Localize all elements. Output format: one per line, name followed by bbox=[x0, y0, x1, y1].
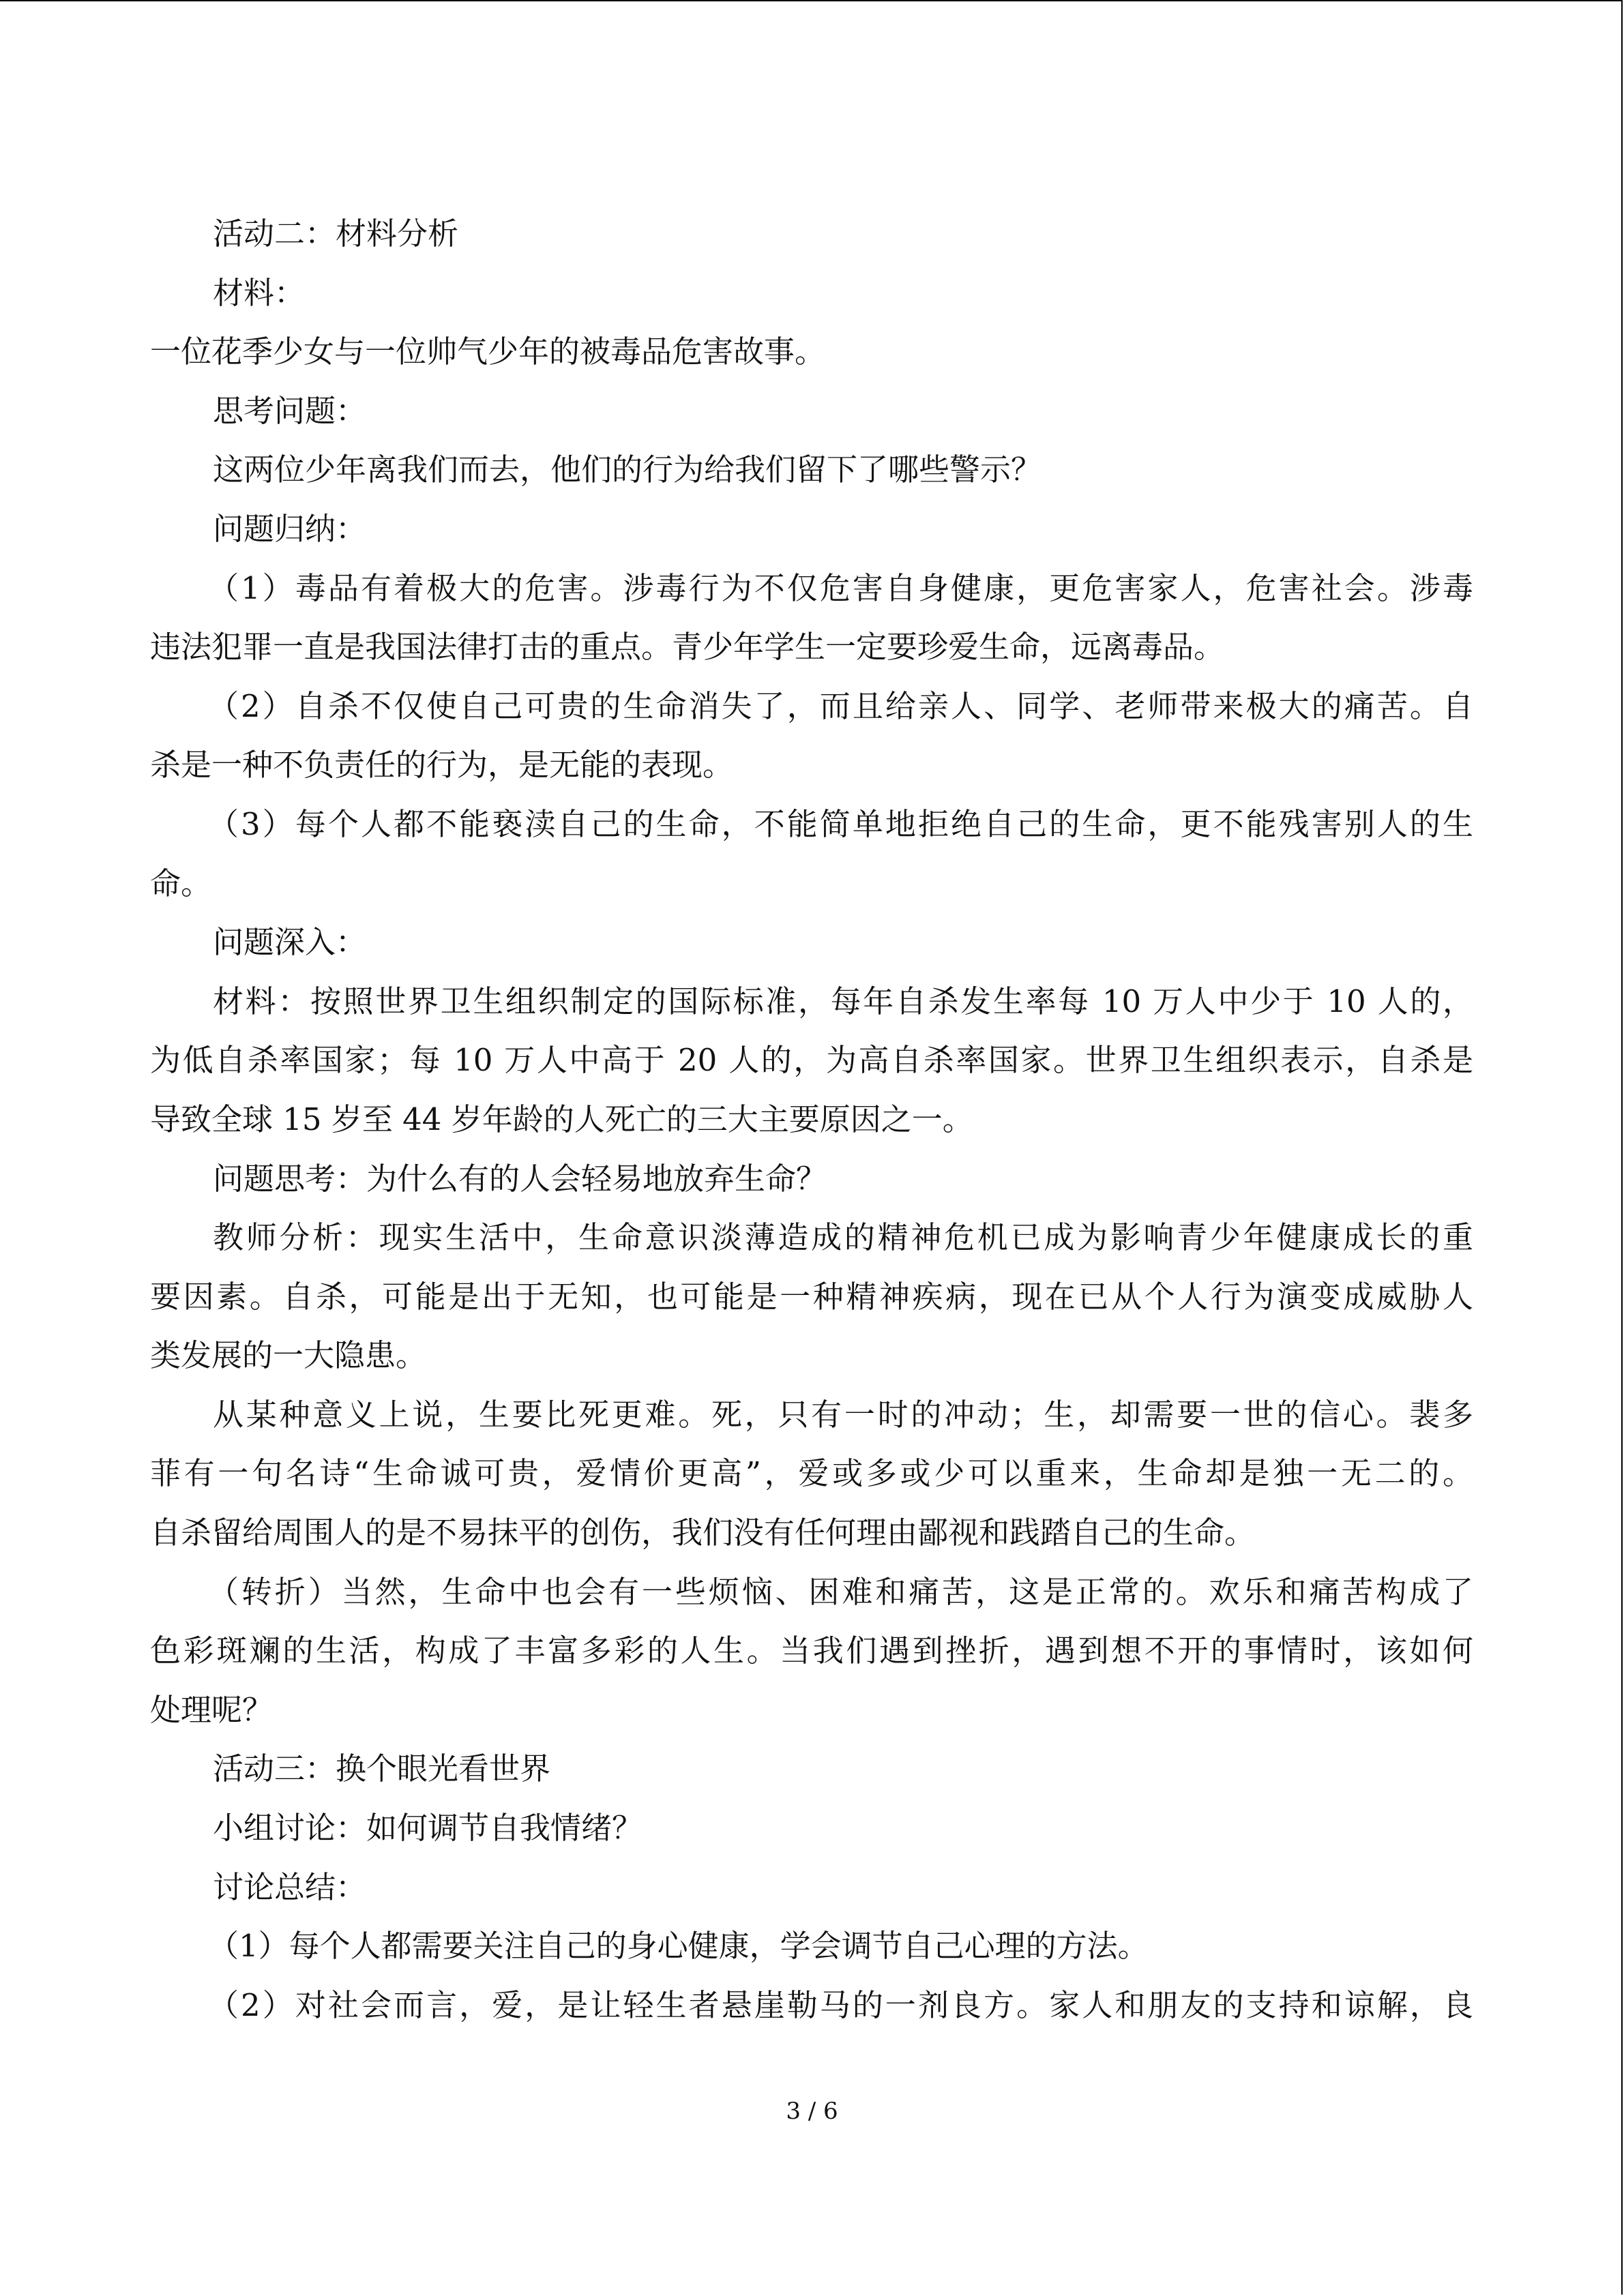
deepen-material-line-1: 材料：按照世界卫生组织制定的国际标准，每年自杀发生率每 10 万人中少于 10 人的， bbox=[213, 983, 1473, 1019]
group-discussion: 小组讨论：如何调节自我情绪？ bbox=[213, 1810, 643, 1847]
teacher-analysis-line-3: 类发展的一大隐患。 bbox=[150, 1337, 427, 1374]
question-text: 这两位少年离我们而去，他们的行为给我们留下了哪些警示？ bbox=[213, 451, 1042, 488]
transition-paragraph-line-2: 色彩斑斓的生活，构成了丰富多彩的人生。当我们遇到挫折，遇到想不开的事情时，该如何 bbox=[150, 1632, 1473, 1669]
discussion-summary-label: 讨论总结： bbox=[213, 1868, 367, 1905]
activity-2-heading: 活动二：材料分析 bbox=[213, 215, 459, 252]
deepen-material-line-2: 为低自杀率国家；每 10 万人中高于 20 人的，为高自杀率国家。世界卫生组织表示，自杀是 bbox=[150, 1042, 1473, 1079]
transition-paragraph-line-1: （转折）当然，生命中也会有一些烦恼、困难和痛苦，这是正常的。欢乐和痛苦构成了 bbox=[208, 1573, 1473, 1610]
meaning-paragraph-line-2: 菲有一句名诗“生命诚可贵，爱情价更高”，爱或多或少可以重来，生命却是独一无二的。 bbox=[150, 1455, 1473, 1492]
question-thinking: 问题思考：为什么有的人会轻易地放弃生命？ bbox=[213, 1160, 827, 1197]
question-label: 思考问题： bbox=[213, 392, 367, 429]
material-text: 一位花季少女与一位帅气少年的被毒品危害故事。 bbox=[150, 333, 826, 370]
summary-point-3-line-2: 命。 bbox=[150, 865, 212, 901]
teacher-analysis-line-1: 教师分析：现实生活中，生命意识淡薄造成的精神危机已成为影响青少年健康成长的重 bbox=[213, 1219, 1473, 1256]
discussion-point-1: （1）每个人都需要关注自己的身心健康，学会调节自己心理的方法。 bbox=[208, 1928, 1149, 1965]
meaning-paragraph-line-3: 自杀留给周围人的是不易抹平的创伤，我们没有任何理由鄙视和践踏自己的生命。 bbox=[150, 1515, 1256, 1551]
summary-point-1-line-1: （1）毒品有着极大的危害。涉毒行为不仅危害自身健康，更危害家人，危害社会。涉毒 bbox=[208, 569, 1473, 606]
activity-3-heading: 活动三：换个眼光看世界 bbox=[213, 1750, 551, 1787]
summary-point-3-line-1: （3）每个人都不能亵渎自己的生命，不能简单地拒绝自己的生命，更不能残害别人的生 bbox=[208, 805, 1473, 842]
page-number: 3 / 6 bbox=[786, 2098, 838, 2125]
document-body bbox=[150, 205, 1473, 2035]
material-label: 材料： bbox=[213, 274, 306, 311]
transition-paragraph-line-3: 处理呢？ bbox=[150, 1691, 274, 1728]
teacher-analysis-line-2: 要因素。自杀，可能是出于无知，也可能是一种精神疾病，现在已从个人行为演变成威胁人 bbox=[150, 1278, 1473, 1315]
summary-point-2-line-1: （2）自杀不仅使自己可贵的生命消失了，而且给亲人、同学、老师带来极大的痛苦。自 bbox=[208, 687, 1473, 724]
summary-point-1-line-2: 违法犯罪一直是我国法律打击的重点。青少年学生一定要珍爱生命，远离毒品。 bbox=[150, 629, 1225, 666]
summary-point-2-line-2: 杀是一种不负责任的行为，是无能的表现。 bbox=[150, 747, 734, 784]
summary-label: 问题归纳： bbox=[213, 510, 367, 547]
deepen-label: 问题深入： bbox=[213, 924, 367, 961]
discussion-point-2: （2）对社会而言，爱，是让轻生者悬崖勒马的一剂良方。家人和朋友的支持和谅解，良 bbox=[208, 1986, 1473, 2023]
deepen-material-line-3: 导致全球 15 岁至 44 岁年龄的人死亡的三大主要原因之一。 bbox=[150, 1101, 973, 1137]
meaning-paragraph-line-1: 从某种意义上说，生要比死更难。死，只有一时的冲动；生，却需要一世的信心。裴多 bbox=[213, 1396, 1473, 1433]
